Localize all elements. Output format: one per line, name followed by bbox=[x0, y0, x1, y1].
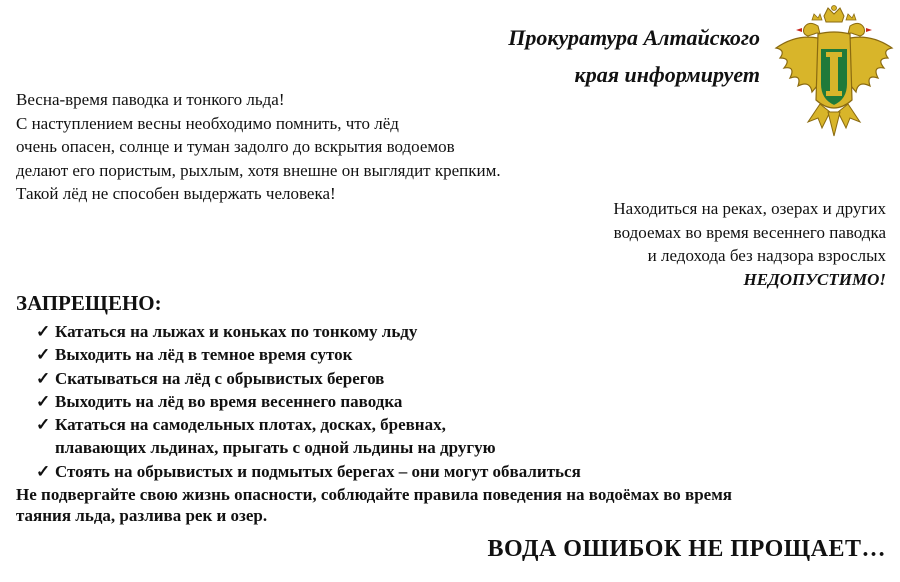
list-item-text: плавающих льдинах, прыгать с одной льдины на другую bbox=[55, 438, 496, 458]
forbidden-list bbox=[36, 320, 581, 483]
list-item bbox=[36, 343, 581, 366]
warning-line: водоемах во время весеннего паводка bbox=[613, 222, 886, 242]
intro-line: Весна-время паводка и тонкого льда! bbox=[16, 90, 285, 109]
list-item bbox=[36, 390, 581, 413]
warning-emphasis: НЕДОПУСТИМО! bbox=[743, 269, 886, 289]
list-item-text: Стоять на обрывистых и подмытых берегах – они могут обвалиться bbox=[55, 461, 581, 481]
header-title-line2: края информирует bbox=[574, 62, 760, 87]
check-icon: ✓ bbox=[36, 391, 51, 411]
slogan: ВОДА ОШИБОК НЕ ПРОЩАЕТ… bbox=[487, 536, 886, 562]
list-item bbox=[36, 320, 581, 343]
intro-line: очень опасен, солнце и туман задолго до вскрытия водоемов bbox=[16, 137, 455, 156]
list-item-text: Выходить на лёд в темное время суток bbox=[55, 345, 353, 365]
intro-line: делают его пористым, рыхлым, хотя внешне он выглядит крепким. bbox=[16, 160, 501, 180]
check-icon: ✓ bbox=[36, 345, 51, 365]
check-icon: ✓ bbox=[36, 415, 51, 435]
list-item-text: Выходить на лёд во время весеннего паводка bbox=[55, 391, 403, 411]
list-item-text: Кататься на лыжах и коньках по тонкому льду bbox=[55, 322, 418, 341]
list-item bbox=[36, 367, 581, 390]
check-icon: ✓ bbox=[36, 368, 51, 388]
list-item bbox=[36, 413, 581, 436]
check-icon: ✓ bbox=[36, 322, 51, 341]
advice-line: таяния льда, разлива рек и озер. bbox=[16, 506, 268, 525]
warning-text bbox=[613, 197, 886, 291]
advice-line: Не подвергайте свою жизнь опасности, соблюдайте правила поведения на водоёмах во время bbox=[16, 485, 732, 504]
list-item-text: Скатываться на лёд с обрывистых берегов bbox=[55, 368, 385, 388]
advice-text bbox=[16, 484, 732, 526]
list-item-continuation bbox=[36, 436, 581, 459]
warning-line: Находиться на реках, озерах и других bbox=[613, 199, 886, 218]
intro-text bbox=[16, 88, 501, 206]
intro-line: Такой лёд не способен выдержать человека! bbox=[16, 184, 336, 203]
warning-line: и ледохода без надзора взрослых bbox=[647, 246, 886, 265]
forbidden-heading: ЗАПРЕЩЕНО: bbox=[16, 291, 162, 315]
check-icon: ✓ bbox=[36, 461, 51, 481]
header-title-line1: Прокуратура Алтайского bbox=[508, 25, 760, 50]
list-item-text: Кататься на самодельных плотах, досках, бревнах, bbox=[55, 415, 446, 435]
double-headed-eagle-emblem-icon bbox=[768, 4, 900, 140]
intro-line: С наступлением весны необходимо помнить, что лёд bbox=[16, 113, 399, 133]
list-item bbox=[36, 460, 581, 483]
